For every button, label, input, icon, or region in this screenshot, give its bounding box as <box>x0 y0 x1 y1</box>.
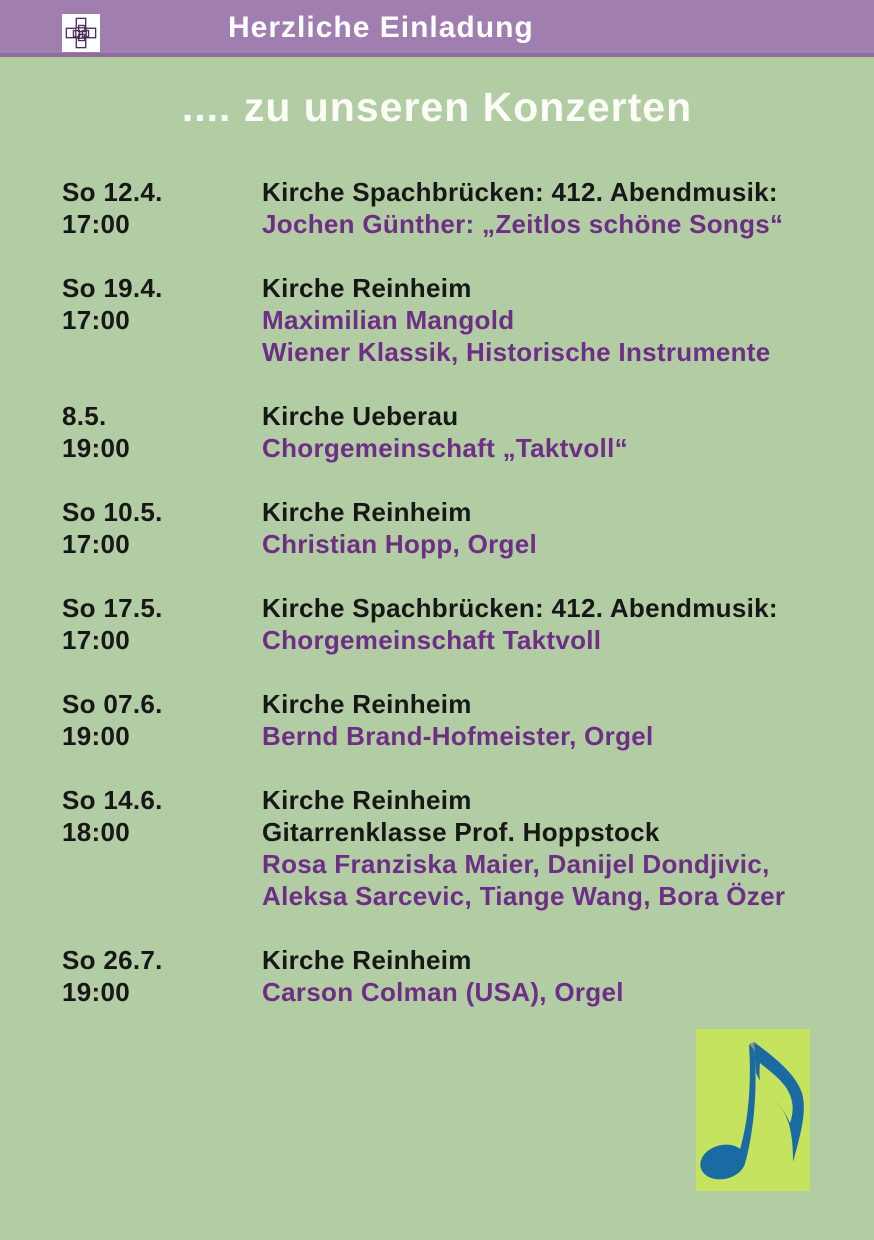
concert-info <box>262 944 844 1008</box>
concert-date-column <box>62 944 262 1008</box>
concert-date: So 12.4. <box>62 177 163 207</box>
concert-line: Kirche Reinheim <box>262 945 472 975</box>
concert-line: Carson Colman (USA), Orgel <box>262 977 624 1007</box>
concert-info <box>262 688 844 752</box>
concert-date: So 14.6. <box>62 785 163 815</box>
eighth-note-icon <box>696 1029 810 1191</box>
concert-info <box>262 176 844 240</box>
cross-of-squares-icon <box>64 16 98 50</box>
church-logo <box>62 14 100 52</box>
header-bar <box>0 0 874 57</box>
concert-line: Kirche Ueberau <box>262 401 459 431</box>
concert-row <box>62 592 844 656</box>
concert-row <box>62 784 844 912</box>
concert-row <box>62 176 844 240</box>
concert-row <box>62 272 844 368</box>
concert-line: Wiener Klassik, Historische Instrumente <box>262 337 771 367</box>
concert-time: 17:00 <box>62 209 130 239</box>
concert-date: So 19.4. <box>62 273 163 303</box>
concert-date-column <box>62 400 262 464</box>
concert-line: Rosa Franziska Maier, Danijel Dondjivic, <box>262 849 770 879</box>
concert-line: Kirche Reinheim <box>262 785 472 815</box>
concert-time: 17:00 <box>62 625 130 655</box>
page-title: .... zu unseren Konzerten <box>181 84 693 130</box>
concert-line: Kirche Reinheim <box>262 497 472 527</box>
concert-date-column <box>62 272 262 368</box>
concert-line: Maximilian Mangold <box>262 305 515 335</box>
concert-info <box>262 784 844 912</box>
concert-date: So 07.6. <box>62 689 163 719</box>
concert-line: Gitarrenklasse Prof. Hoppstock <box>262 817 660 847</box>
concert-line: Kirche Spachbrücken: 412. Abendmusik: <box>262 593 778 623</box>
concert-time: 17:00 <box>62 305 130 335</box>
concert-row <box>62 688 844 752</box>
concert-date-column <box>62 176 262 240</box>
concert-row <box>62 496 844 560</box>
concert-date-column <box>62 688 262 752</box>
concert-date: So 26.7. <box>62 945 163 975</box>
concert-line: Aleksa Sarcevic, Tiange Wang, Bora Özer <box>262 881 786 911</box>
concert-time: 17:00 <box>62 529 130 559</box>
concert-date: So 10.5. <box>62 497 163 527</box>
concert-line: Jochen Günther: „Zeitlos schöne Songs“ <box>262 209 784 239</box>
concert-time: 19:00 <box>62 721 130 751</box>
concert-time: 19:00 <box>62 977 130 1007</box>
concert-line: Kirche Reinheim <box>262 273 472 303</box>
concert-line: Chorgemeinschaft „Taktvoll“ <box>262 433 628 463</box>
concert-info <box>262 272 844 368</box>
concert-info <box>262 496 844 560</box>
concert-time: 18:00 <box>62 817 130 847</box>
music-note-graphic <box>696 1029 810 1191</box>
concert-line: Kirche Spachbrücken: 412. Abendmusik: <box>262 177 778 207</box>
concert-date-column <box>62 784 262 912</box>
concert-line: Bernd Brand-Hofmeister, Orgel <box>262 721 654 751</box>
concert-date-column <box>62 592 262 656</box>
header-title: Herzliche Einladung <box>228 11 534 44</box>
concert-info <box>262 592 844 656</box>
concert-line: Kirche Reinheim <box>262 689 472 719</box>
concert-date-column <box>62 496 262 560</box>
concert-time: 19:00 <box>62 433 130 463</box>
concert-row <box>62 400 844 464</box>
concert-list <box>62 176 844 1040</box>
concert-line: Chorgemeinschaft Taktvoll <box>262 625 602 655</box>
concert-line: Christian Hopp, Orgel <box>262 529 537 559</box>
concert-date: 8.5. <box>62 401 107 431</box>
concert-info <box>262 400 844 464</box>
concert-date: So 17.5. <box>62 593 163 623</box>
concert-row <box>62 944 844 1008</box>
